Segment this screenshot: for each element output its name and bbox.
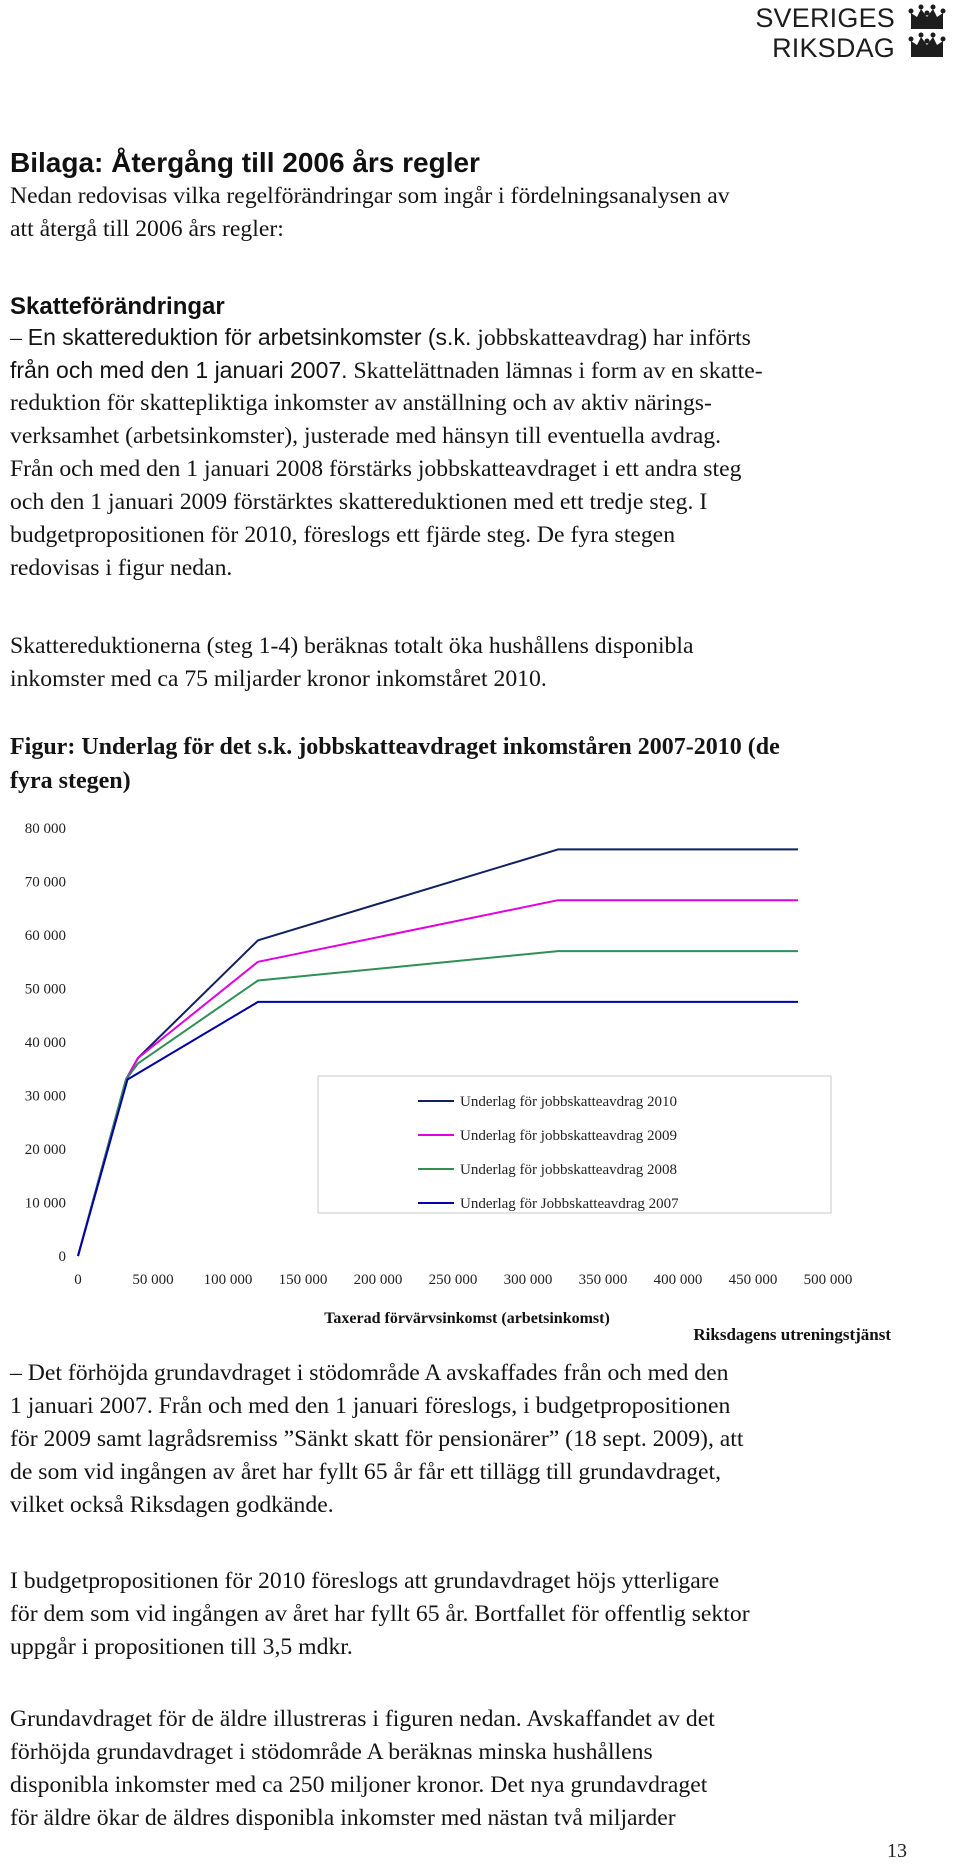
appendix-title: Bilaga: Återgång till 2006 års regler: [10, 147, 480, 178]
x-tick-label: 50 000: [132, 1272, 174, 1288]
figure-title: [10, 730, 910, 798]
serif-text: Skattelättnaden lämnas i form av en skatte-: [347, 358, 763, 384]
sans-serif-text: från och med den 1 januari 2007.: [10, 357, 348, 383]
basic-deduction-line-1: – Det förhöjda grundavdraget i stödområde A avskaffades från och med den: [10, 1360, 729, 1386]
basic-deduction-line-4: de som vid ingången av året har fyllt 65 år får ett tillägg till grundavdraget,: [10, 1459, 722, 1485]
logo-text-line-2: RIKSDAG: [772, 33, 895, 63]
x-tick-label: 450 000: [728, 1272, 778, 1288]
legend-label: Underlag för jobbskatteavdrag 2010: [460, 1094, 678, 1110]
y-tick-label: 10 000: [24, 1195, 66, 1212]
figure-title-line-1: Figur: Underlag för det s.k. jobbskatteavdraget inkomståren 2007-2010 (de: [10, 734, 780, 760]
tax-change-line-4: verksamhet (arbetsinkomster), justerade med hänsyn till eventuella avdrag.: [10, 423, 722, 449]
elderly-deduction-line-4: för äldre ökar de äldres disponibla inkomster med nästan två miljarder: [10, 1805, 676, 1831]
x-tick-label: 0: [74, 1272, 82, 1288]
x-tick-label: 300 000: [503, 1272, 553, 1288]
tax-change-line-2: [10, 354, 910, 387]
basic-deduction-line-2: 1 januari 2007. Från och med den 1 januari föreslogs, i budgetpropositionen: [10, 1393, 731, 1419]
legend-label: Underlag för Jobbskatteavdrag 2007: [460, 1196, 679, 1212]
elderly-deduction-line-1: Grundavdraget för de äldre illustreras i figuren nedan. Avskaffandet av det: [10, 1706, 715, 1732]
page-number: 13: [887, 1840, 907, 1862]
x-tick-label: 350 000: [578, 1272, 628, 1288]
intro-paragraph: [10, 180, 910, 246]
y-tick-label: 60 000: [24, 928, 66, 944]
tax-change-paragraph: [10, 321, 910, 585]
elderly-deduction-line-3: disponibla inkomster med ca 250 miljoner kronor. Det nya grundavdraget: [10, 1772, 708, 1798]
tax-reduction-paragraph: [10, 630, 910, 696]
section-heading: Skatteförändringar: [10, 293, 225, 320]
x-tick-label: 500 000: [803, 1272, 853, 1288]
x-axis: [74, 1272, 852, 1288]
basic-deduction-line-5: vilket också Riksdagen godkände.: [10, 1492, 334, 1518]
tax-change-line-8: redovisas i figur nedan.: [10, 555, 233, 581]
elderly-deduction-paragraph: [10, 1703, 910, 1835]
y-tick-label: 20 000: [24, 1142, 66, 1158]
chart-legend: [318, 1076, 831, 1213]
x-tick-label: 250 000: [428, 1272, 478, 1288]
legend-label: Underlag för jobbskatteavdrag 2008: [460, 1162, 678, 1178]
logo-text-line-1: SVERIGES: [755, 3, 895, 33]
y-tick-label: 80 000: [24, 821, 66, 837]
y-tick-label: 40 000: [24, 1035, 66, 1051]
line-chart: [0, 812, 960, 1346]
tax-change-line-6: och den 1 januari 2009 förstärktes skattereduktionen med ett tredje steg. I: [10, 489, 708, 515]
y-tick-label: 50 000: [24, 981, 66, 998]
elderly-deduction-line-2: förhöjda grundavdraget i stödområde A beräknas minska hushållens: [10, 1739, 653, 1765]
basic-deduction-line-3: för 2009 samt lagrådsremiss ”Sänkt skatt för pensionärer” (18 sept. 2009), att: [10, 1426, 744, 1452]
x-axis-title: Taxerad förvärvsinkomst (arbetsinkomst): [324, 1310, 610, 1327]
y-axis: [25, 821, 66, 1265]
x-tick-label: 100 000: [203, 1272, 253, 1288]
budget-proposal-line-2: för dem som vid ingången av året har fyllt 65 år. Bortfallet för offentlig sektor: [10, 1601, 750, 1627]
riksdag-logo: [733, 2, 955, 62]
budget-proposal-paragraph: [10, 1565, 910, 1664]
intro-line-1: Nedan redovisas vilka regelförändringar som ingår i fördelningsanalysen av: [10, 183, 730, 209]
tax-change-line-1: [10, 321, 910, 354]
x-tick-label: 150 000: [278, 1272, 328, 1288]
x-tick-label: 400 000: [653, 1272, 703, 1288]
tax-change-line-7: budgetpropositionen för 2010, föreslogs ett fjärde steg. De fyra stegen: [10, 522, 676, 548]
tax-reduction-line-1: Skattereduktionerna (steg 1-4) beräknas totalt öka hushållens disponibla: [10, 633, 694, 659]
tax-change-line-3: reduktion för skattepliktiga inkomster av anställning och av aktiv närings-: [10, 390, 712, 416]
serif-text: jobbskatteavdrag) har införts: [471, 325, 751, 351]
chart-source: Riksdagens utreningstjänst: [693, 1325, 891, 1344]
y-tick-label: 70 000: [24, 874, 66, 891]
tax-reduction-line-2: inkomster med ca 75 miljarder kronor inkomståret 2010.: [10, 666, 547, 692]
x-tick-label: 200 000: [353, 1272, 403, 1288]
figure-title-line-2: fyra stegen): [10, 768, 131, 794]
intro-line-2: att återgå till 2006 års regler:: [10, 216, 284, 242]
sans-serif-text: En skattereduktion för arbetsinkomster (s.k.: [27, 324, 472, 350]
budget-proposal-line-3: uppgår i propositionen till 3,5 mdkr.: [10, 1634, 353, 1660]
y-tick-label: 0: [58, 1249, 66, 1265]
budget-proposal-line-1: I budgetpropositionen för 2010 föreslogs att grundavdraget höjs ytterligare: [10, 1568, 720, 1594]
crown-icon: [908, 2, 946, 30]
jobbskatteavdrag-chart: [0, 812, 960, 1346]
dash-prefix: –: [10, 325, 28, 351]
crown-icon: [908, 30, 946, 58]
basic-deduction-paragraph: [10, 1357, 910, 1522]
legend-label: Underlag för jobbskatteavdrag 2009: [460, 1128, 678, 1144]
tax-change-line-5: Från och med den 1 januari 2008 förstärks jobbskatteavdraget i ett andra steg: [10, 456, 742, 482]
y-tick-label: 30 000: [24, 1088, 66, 1105]
